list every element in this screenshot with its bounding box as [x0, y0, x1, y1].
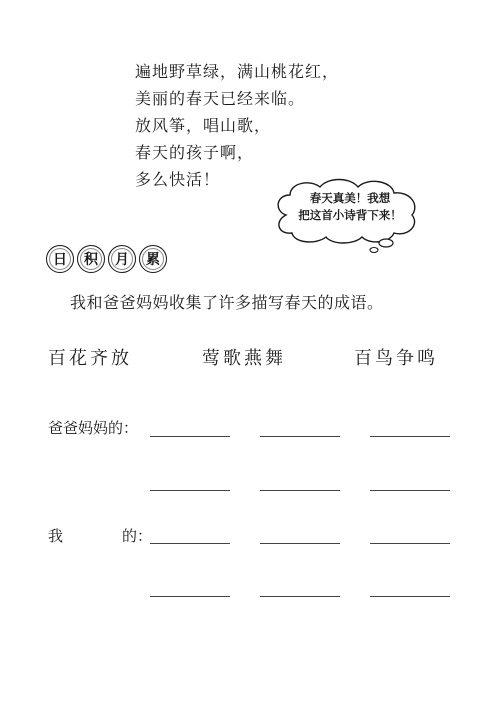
cloud-line: 春天真美！我想 [309, 191, 391, 205]
cloud-line: 把这首小诗背下来！ [298, 208, 402, 222]
section-badge: 积 [77, 245, 105, 273]
answer-blank[interactable] [370, 436, 450, 437]
poem-line: 美丽的春天已经来临。 [135, 89, 306, 108]
answer-blank[interactable] [150, 596, 230, 597]
poem-line: 多么快活！ [135, 170, 221, 189]
section-badge: 累 [139, 245, 167, 273]
me-label: 我 [48, 527, 64, 545]
parents-label: 爸爸妈妈的： [48, 419, 139, 437]
intro-text: 我和爸爸妈妈收集了许多描写春天的成语。 [70, 293, 384, 312]
cloud-text [288, 190, 412, 224]
answer-blank[interactable] [260, 436, 340, 437]
answer-blank[interactable] [260, 490, 340, 491]
poem-line: 放风筝，唱山歌， [135, 116, 272, 135]
idiom: 百花齐放 [48, 348, 132, 369]
answer-blank[interactable] [260, 543, 340, 544]
me-label-suffix: 的： [122, 527, 153, 545]
section-title [46, 245, 167, 273]
answer-blank[interactable] [150, 436, 230, 437]
poem-line: 遍地野草绿，满山桃花红， [135, 62, 340, 81]
answer-blank[interactable] [370, 490, 450, 491]
answer-blank[interactable] [370, 543, 450, 544]
answer-blank[interactable] [150, 490, 230, 491]
section-badge: 日 [46, 245, 74, 273]
idiom: 莺歌燕舞 [202, 348, 286, 369]
answer-blank[interactable] [370, 596, 450, 597]
poem [135, 58, 339, 193]
section-badge: 月 [108, 245, 136, 273]
poem-line: 春天的孩子啊， [135, 143, 255, 162]
idiom: 百鸟争鸣 [354, 348, 438, 369]
answer-blank[interactable] [150, 543, 230, 544]
thought-cloud [268, 175, 428, 255]
answer-blank[interactable] [260, 596, 340, 597]
